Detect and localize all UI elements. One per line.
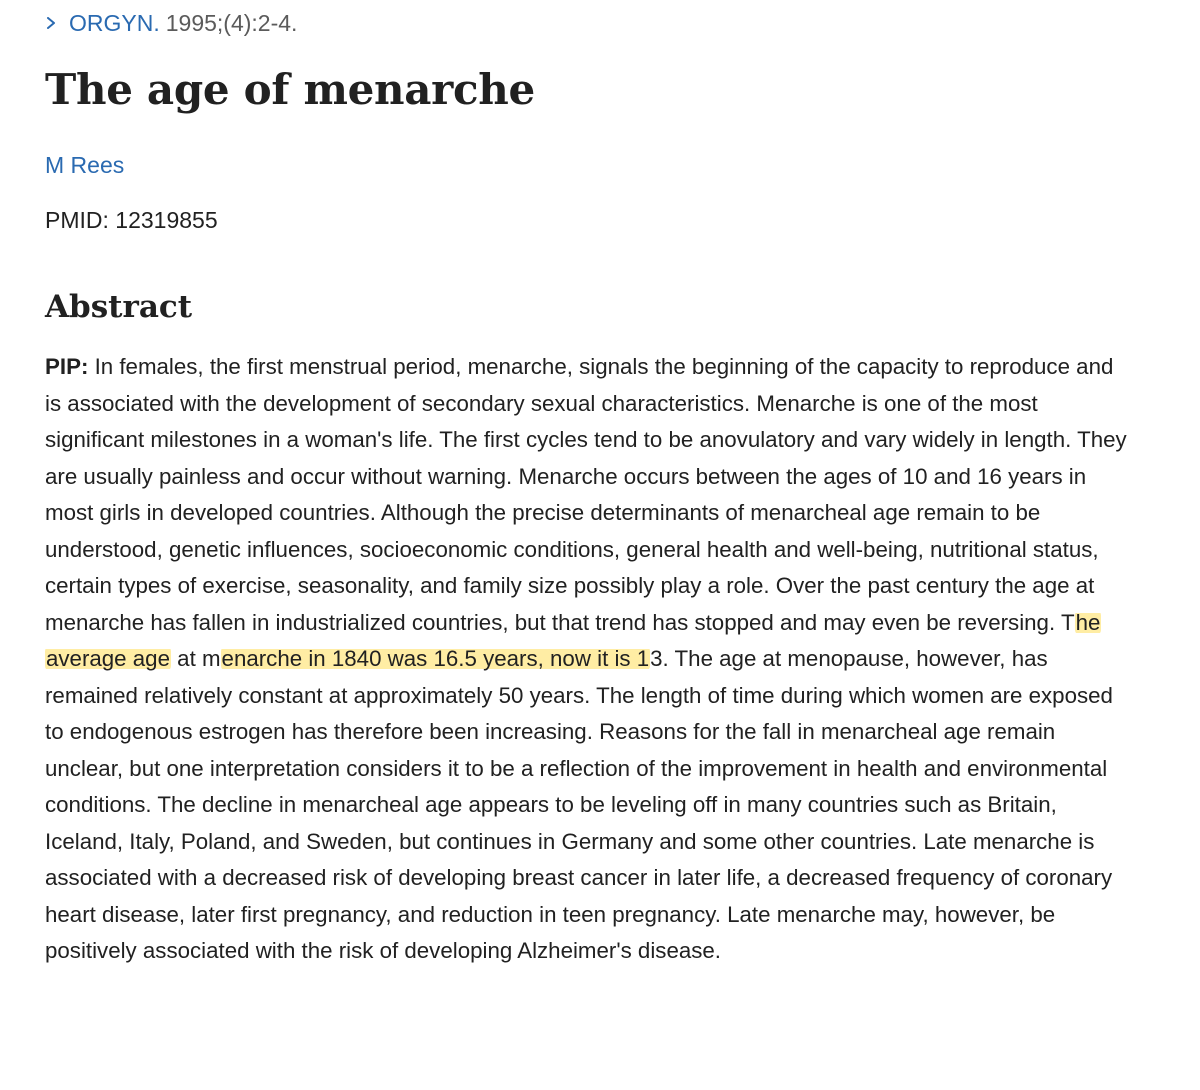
pmid-text: PMID: 12319855 <box>45 207 218 233</box>
author-link[interactable]: M Rees <box>45 152 125 178</box>
abstract-text-after: 3. The age at menopause, however, has remained relatively constant at approximately 50 years. The length of time during which women are exposed to endogenous estrogen has therefore been increasing. Reasons for the fall in menarcheal age remain unclear, but one interpretation considers it to be a reflection of the improvement in health and environmental conditions. The decline in menarcheal age appears to be leveling off in many countries such as Britain, Iceland, Italy, Poland, and Sweden, but continues in Germany and some other countries. Late menarche is associated with a decreased risk of developing breast cancer in later life, a decreased frequency of coronary heart disease, later first pregnancy, and reduction in teen pregnancy. Late menarche may, however, be positively associated with the risk of developing Alzheimer's disease. <box>45 646 1113 963</box>
abstract-label: PIP: <box>45 354 89 379</box>
abstract-body <box>45 349 1130 970</box>
article-title: The age of menarche <box>45 65 535 114</box>
highlight-menarche-1840: enarche in 1840 was 16.5 years, now it is 1 <box>221 646 650 671</box>
citation-details: 1995;(4):2-4. <box>165 10 298 36</box>
abstract-text-middle: at m <box>170 646 221 671</box>
citation-line <box>45 6 297 38</box>
abstract-text-before: In females, the first menstrual period, menarche, signals the beginning of the capacity to reproduce and is associated with the development of secondary sexual characteristics. Menarche is one of the most significant milestones in a woman's life. The first cycles tend to be anovulatory and vary widely in length. They are usually painless and occur without warning. Menarche occurs between the ages of 10 and 16 years in most girls in developed countries. Although the precise determinants of menarcheal age remain to be understood, genetic influences, socioeconomic conditions, general health and well-being, nutritional status, certain types of exercise, seasonality, and family size possibly play a role. Over the past century the age at menarche has fallen in industrialized countries, but that trend has stopped and may even be reversing. T <box>45 354 1127 635</box>
journal-link[interactable]: ORGYN. <box>69 10 160 36</box>
highlight-average-age: he average age <box>46 609 1101 671</box>
abstract-heading: Abstract <box>45 289 193 325</box>
chevron-right-icon[interactable] <box>45 6 57 18</box>
